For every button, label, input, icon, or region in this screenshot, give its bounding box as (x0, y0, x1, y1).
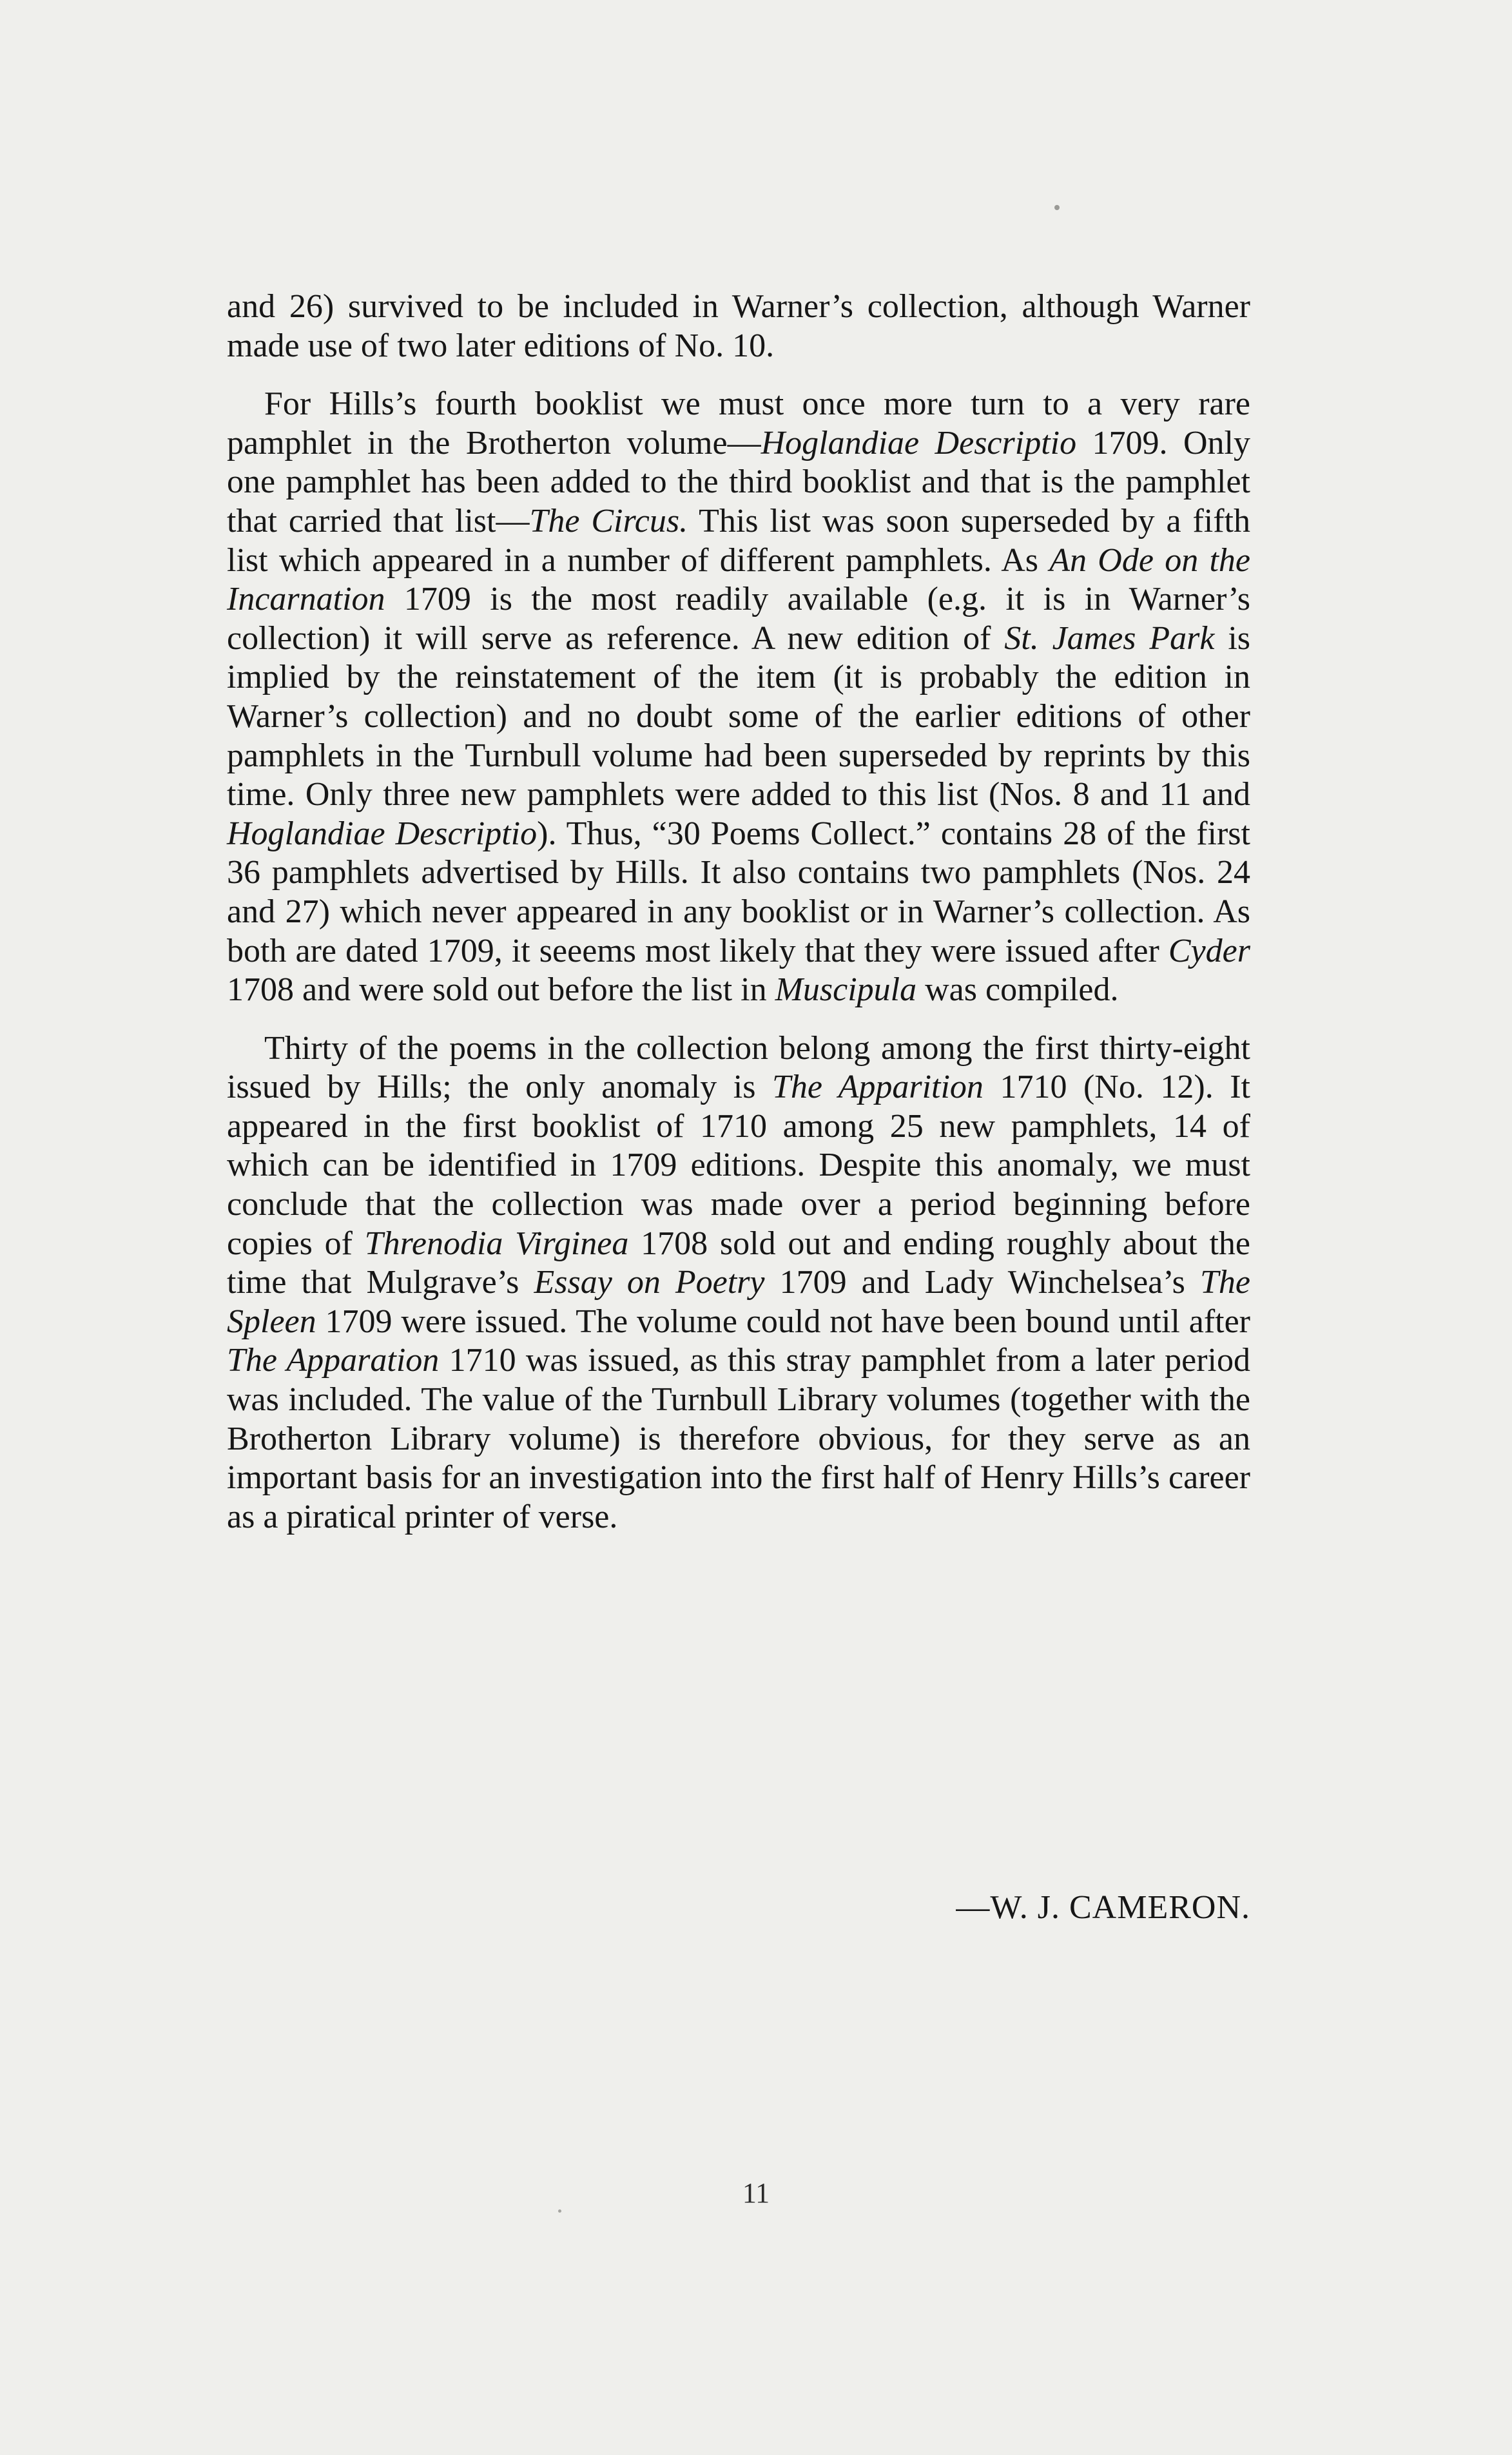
italic-title: Threnodia Virginea (364, 1225, 629, 1262)
italic-title: Essay on Poetry (534, 1264, 765, 1301)
text-run: 1710 was issued, as this stray pamphlet from a later period was included. The value of the Turnbull Library volumes (together with the Brotherton Library volume) is therefore obvious, for they serve as an important basis for an investigation into the first half of Henry Hills’s career as a piratical printer of verse. (227, 1342, 1250, 1535)
italic-title: The Apparition (772, 1069, 984, 1106)
italic-title: Cyder (1168, 932, 1250, 969)
text-run: Thirty of the poems in the collection belong among the first thirty-eight issued by Hills; the only anomaly is (227, 1029, 1250, 1106)
italic-title: The Spleen (227, 1264, 1250, 1340)
body-text (227, 287, 1250, 1537)
text-run: 1709 and Lady Winchelsea’s (764, 1264, 1200, 1301)
italic-title: Hoglandiae Descriptio (227, 815, 538, 852)
italic-title: The Circus. (529, 502, 688, 539)
paragraph (227, 385, 1250, 1010)
text-run: 1709 is the most readily available (e.g. it is in Warner’s collection) it will serve as reference. A new edition of (227, 581, 1250, 657)
ink-speck (1054, 205, 1060, 210)
text-run: 1709 were issued. The volume could not have been bound until after (316, 1303, 1250, 1340)
text-run: was compiled. (916, 971, 1119, 1009)
paragraph (227, 1029, 1250, 1537)
italic-title: Muscipula (775, 971, 917, 1009)
paragraph (227, 287, 1250, 365)
italic-title: The Apparation (227, 1342, 440, 1379)
text-run: ). Thus, “30 Poems Collect.” contains 28 of the first 36 pamphlets advertised by Hills. It also contains two pamphlets (Nos. 24 and 27) which never appeared in any booklist or in Warner’s collection. As both are dated 1709, it seeems most likely that they were issued after (227, 815, 1250, 969)
text-run: For Hills’s fourth booklist we must once more turn to a very rare pamphlet in the Brotherton volume— (227, 385, 1250, 461)
text-run: This list was soon superseded by a fifth list which appeared in a number of different pamphlets. As (227, 502, 1250, 579)
text-run: 1708 and were sold out before the list in (227, 971, 775, 1009)
italic-title: St. James Park (1004, 619, 1215, 657)
text-run: 1708 sold out and ending roughly about the time that Mulgrave’s (227, 1225, 1250, 1301)
italic-title: Hoglandiae Descriptio (761, 424, 1077, 461)
text-run: 1710 (No. 12). It appeared in the first booklist of 1710 among 25 new pamphlets, 14 of which can be identified in 1709 editions. Despite this anomaly, we must conclude that the collection was made over a period beginning before copies of (227, 1069, 1251, 1262)
text-run: and 26) survived to be included in Warner’s collection, although Warner made use of two later editions of No. 10. (227, 288, 1250, 364)
text-run: is implied by the reinstatement of the item (it is probably the edition in Warner’s collection) and no doubt some of the earlier editions of other pamphlets in the Turnbull volume had been superseded by reprints by this time. Only three new pamphlets were added to this list (Nos. 8 and 11 and (227, 619, 1251, 813)
text-run: 1709. Only one pamphlet has been added to the third booklist and that is the pamphlet that carried that list— (227, 424, 1251, 539)
italic-title: An Ode on the Incarnation (227, 541, 1250, 618)
page-number: 11 (742, 2177, 770, 2209)
author-signature: —W. J. CAMERON. (956, 1889, 1250, 1926)
ink-speck (558, 2209, 561, 2213)
